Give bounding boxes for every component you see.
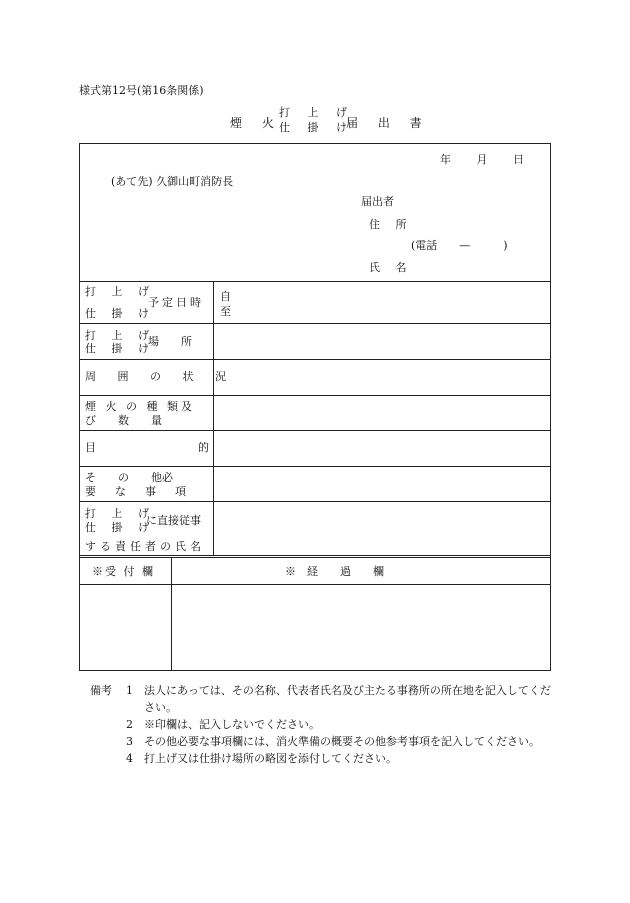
note-text: その他必要な事項欄には、消火準備の概要その他参考事項を記入してください。	[144, 735, 540, 748]
notes-heading: 備考	[90, 684, 112, 697]
note-number: 1	[126, 684, 133, 697]
title-lower: 仕 掛 け	[279, 121, 354, 134]
form-frame	[79, 143, 551, 671]
phone-label: (電話 — )	[411, 239, 508, 252]
purpose-label-left: 目	[85, 441, 96, 454]
schedule-label-upper: 打 上 げ	[85, 285, 155, 298]
title-right: 届 出 書	[346, 116, 430, 130]
rule-other	[80, 501, 550, 502]
note-text: 打上げ又は仕掛け場所の略図を添付してください。	[144, 752, 397, 765]
notifier-label: 届出者	[361, 195, 394, 208]
fireworks-label-2: び 数 量	[85, 414, 162, 427]
surroundings-label: 周 囲 の 状 況	[85, 370, 235, 383]
title-upper: 打 上 げ	[279, 106, 354, 119]
form-code: 様式第12号(第16条関係)	[79, 84, 204, 97]
notes-section	[90, 682, 560, 767]
note-item	[90, 682, 560, 716]
rule-responsible-2	[80, 557, 550, 558]
note-text: ※印欄は、記入しないでください。	[144, 718, 320, 731]
rule-schedule	[80, 323, 550, 324]
rule-fireworks	[80, 430, 550, 431]
divider-label-column	[213, 281, 214, 556]
responsible-label-upper: 打 上 げ	[85, 507, 155, 520]
address-label: 住 所	[369, 218, 413, 231]
note-number: 4	[126, 752, 133, 765]
responsible-label-right: に直接従事	[146, 514, 201, 527]
place-label-upper: 打 上 げ	[85, 329, 155, 342]
rule-header	[80, 281, 550, 282]
date-line	[440, 153, 524, 167]
place-label-lower: 仕 掛 け	[85, 342, 155, 355]
progress-column-header: ※ 経 過 欄	[285, 565, 384, 578]
rule-footer-head	[80, 584, 550, 585]
note-number: 3	[126, 735, 133, 748]
addressee: (あて先) 久御山町消防長	[111, 175, 234, 188]
receipt-column-header: ※受 付 欄	[92, 565, 155, 578]
note-text: 法人にあっては、その名称、代表者氏名及び主たる事務所の所在地を記入してください。	[144, 684, 551, 714]
responsible-label-bottom: する責任者の氏名	[85, 540, 205, 553]
note-item	[90, 733, 560, 750]
schedule-label-lower: 仕 掛 け	[85, 307, 155, 320]
name-label: 氏 名	[369, 261, 413, 274]
other-label-1: そ の 他必	[85, 471, 173, 484]
date-year-label: 年	[440, 153, 451, 166]
place-label-right: 場 所	[148, 335, 192, 348]
date-day-label: 日	[513, 153, 524, 166]
title-left: 煙 火	[230, 116, 282, 130]
note-item	[90, 716, 560, 733]
note-number: 2	[126, 718, 133, 731]
rule-purpose	[80, 466, 550, 467]
schedule-from-label: 自	[220, 290, 231, 303]
rule-place	[80, 359, 550, 360]
schedule-to-label: 至	[220, 305, 231, 318]
purpose-label-right: 的	[198, 441, 209, 454]
note-item	[90, 750, 560, 767]
fireworks-label-1: 煙 火 の 種 類及	[85, 400, 195, 413]
purpose-label	[85, 441, 209, 455]
other-label-2: 要 な 事 項	[85, 485, 190, 498]
rule-surroundings	[80, 395, 550, 396]
schedule-label-right: 予定日時	[148, 296, 204, 309]
form-title	[230, 106, 430, 136]
date-month-label: 月	[476, 153, 488, 166]
divider-footer-column	[171, 557, 172, 671]
responsible-label-lower: 仕 掛 け	[85, 521, 155, 534]
rule-responsible-1	[80, 555, 550, 556]
